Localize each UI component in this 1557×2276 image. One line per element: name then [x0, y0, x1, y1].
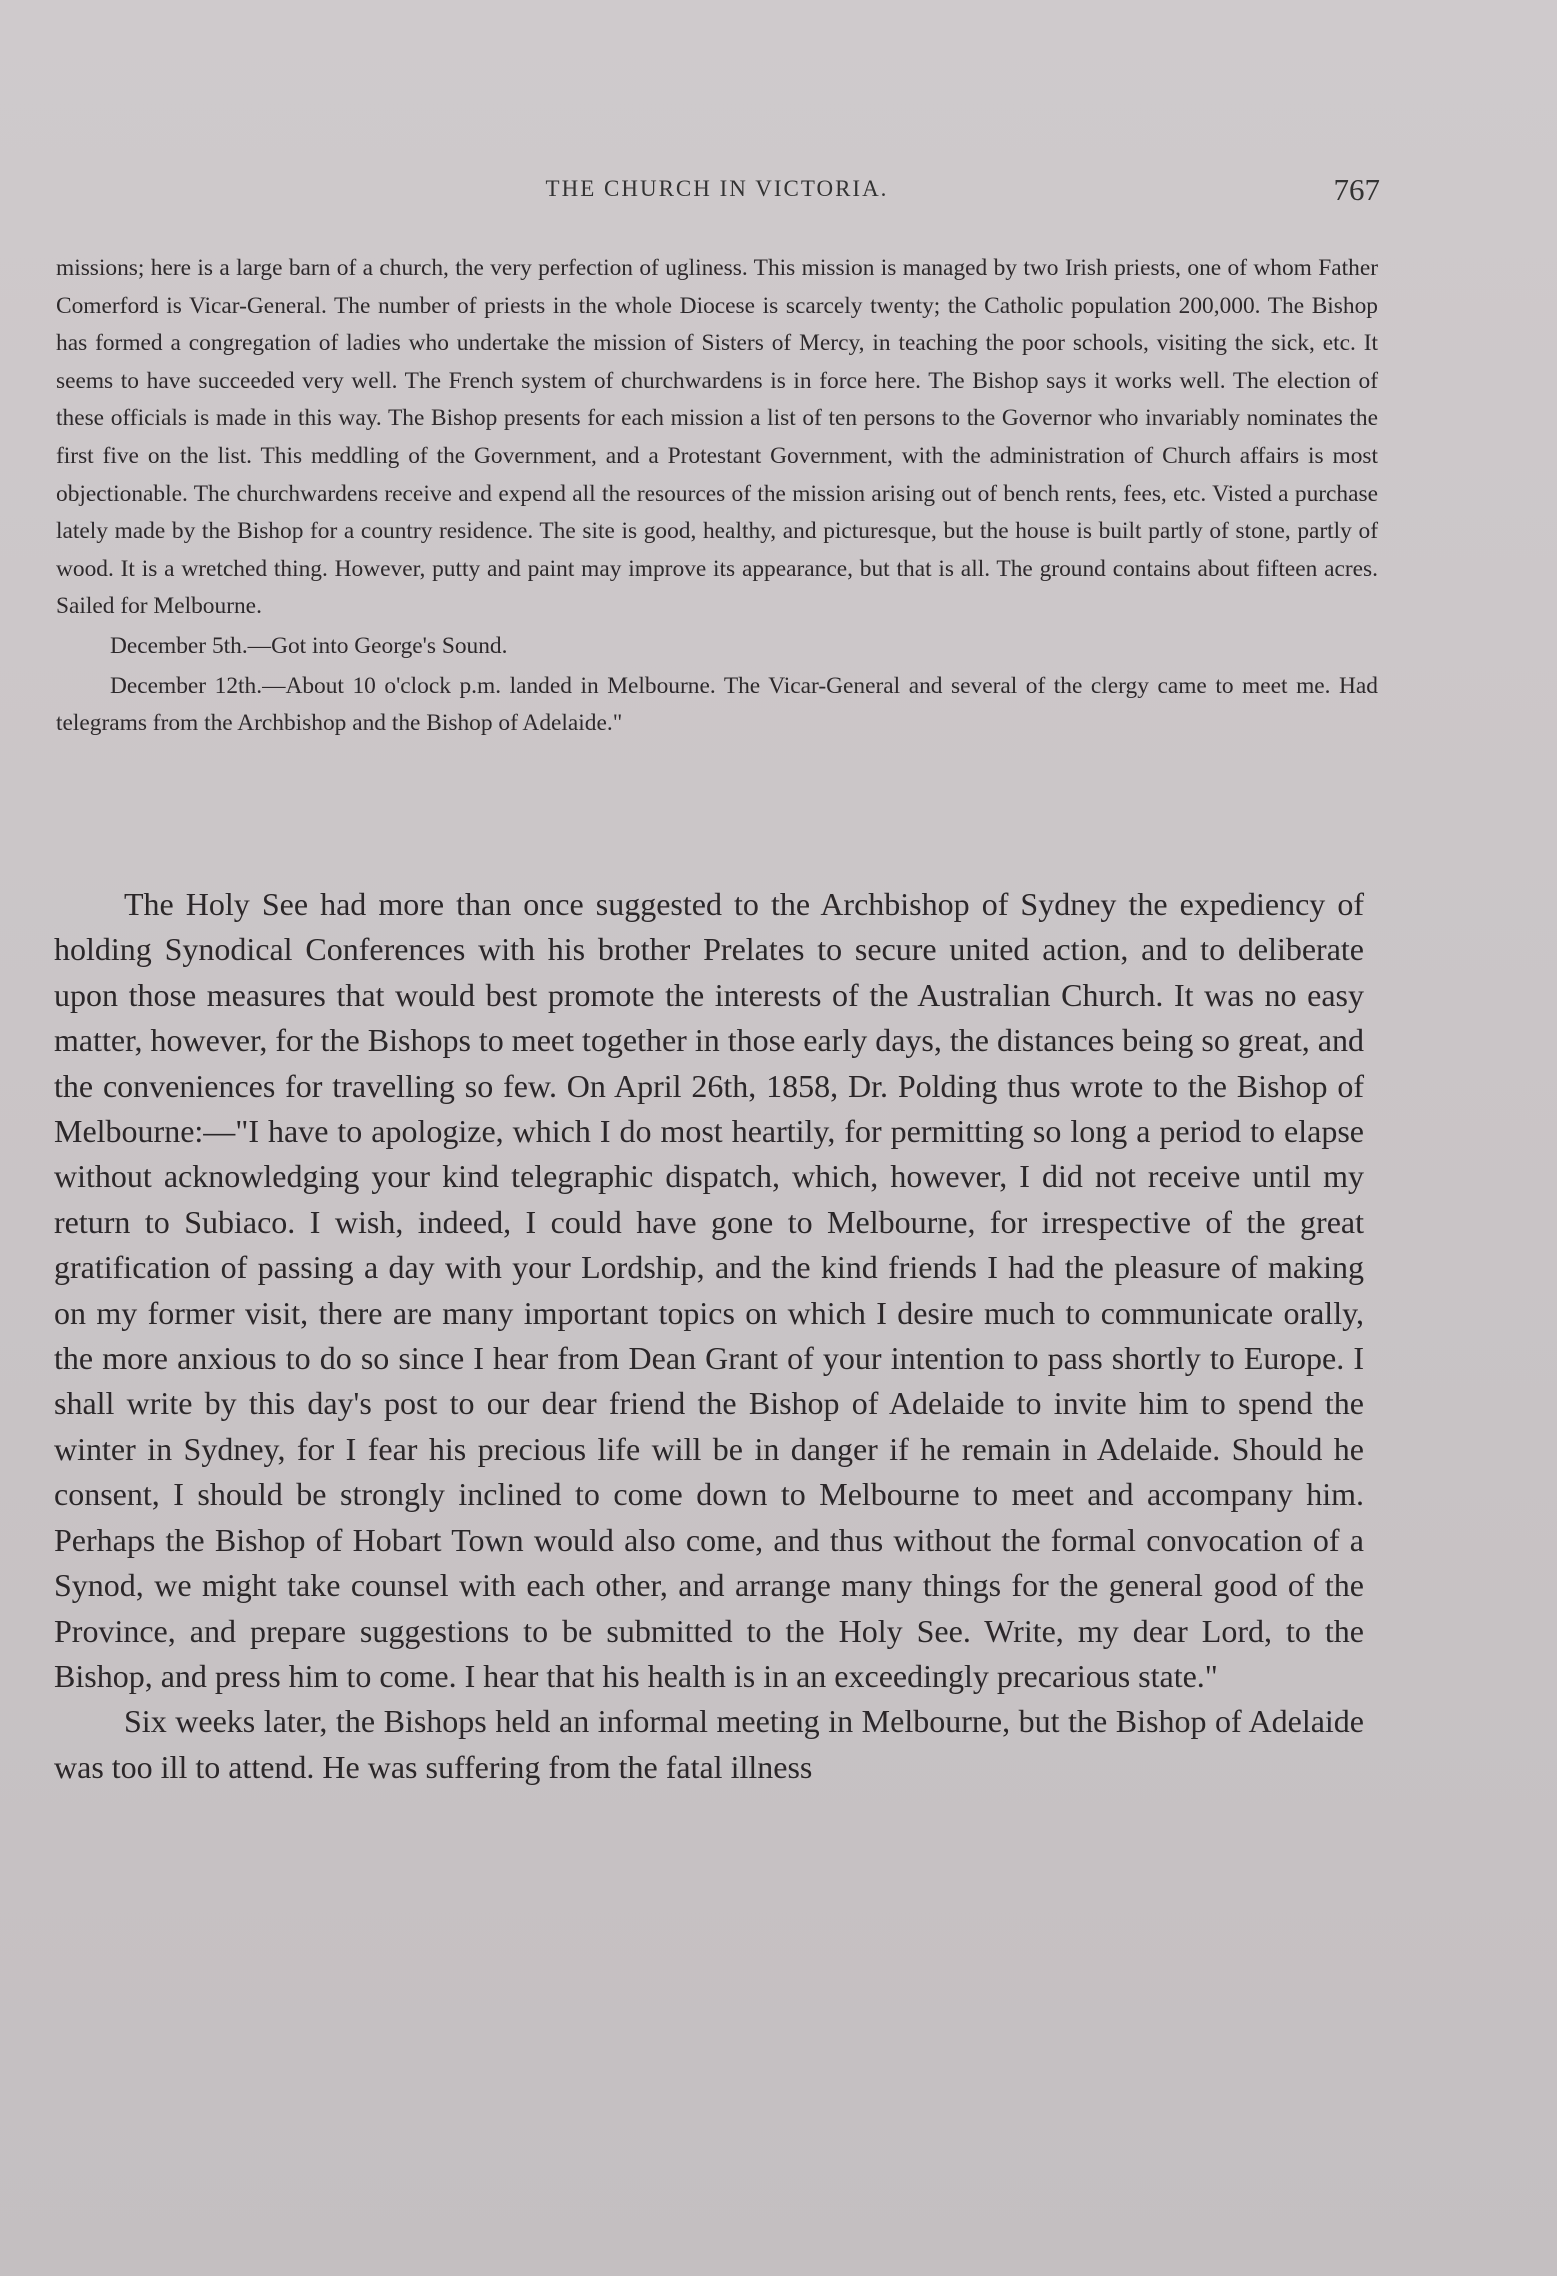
diary-entry-december-12: December 12th.—About 10 o'clock p.m. landed in Melbourne. The Vicar-General and several of the clergy came to meet me. Had telegrams from the Archbishop and the Bishop of Adelaide." [56, 672, 1378, 737]
quote-paragraph: missions; here is a large barn of a church, the very perfection of ugliness. This mission is managed by two Irish priests, one of whom Father Comerford is Vicar-General. The number of priests in the whole Diocese is scarcely twenty; the Catholic population 200,000. The Bishop has formed a congregation of ladies who undertake the mission of Sisters of Mercy, in teaching the poor schools, visiting the sick, etc. It seems to have succeeded very well. The French system of churchwardens is in force here. The Bishop says it works well. The election of these officials is made in this way. The Bishop presents for each mission a list of ten persons to the Governor who invariably nominates the first five on the list. This meddling of the Government, and a Protestant Government, with the administration of Church affairs is most objectionable. The churchwardens receive and expend all the resources of the mission arising out of bench rents, fees, etc. Visted a purchase lately made by the Bishop for a country residence. The site is good, healthy, and picturesque, but the house is built partly of stone, partly of wood. It is a wretched thing. However, putty and paint may improve its appearance, but that is all. The ground contains about fifteen acres. Sailed for Melbourne. [56, 255, 1378, 620]
running-title: THE CHURCH IN VICTORIA. [545, 176, 889, 201]
body-paragraph-1: The Holy See had more than once suggested to the Archbishop of Sydney the expediency of holding Synodical Conferences with his brother Prelates to secure united action, and to deliberate upon those measures that would best promote the interests of the Australian Church. It was no easy matter, however, for the Bishops to meet together in those early days, the distances being so great, and the conveniences for travelling so few. On April 26th, 1858, Dr. Polding thus wrote to the Bishop of Melbourne:—"I have to apologize, which I do most heartily, for permitting so long a period to elapse without acknowledging your kind telegraphic dispatch, which, however, I did not receive until my return to Subiaco. I wish, indeed, I could have gone to Melbourne, for irrespective of the great gratification of passing a day with your Lordship, and the kind friends I had the pleasure of making on my former visit, there are many important topics on which I desire much to communicate orally, the more anxious to do so since I hear from Dean Grant of your intention to pass shortly to Europe. I shall write by this day's post to our dear friend the Bishop of Adelaide to invite him to spend the winter in Sydney, for I fear his precious life will be in danger if he remain in Adelaide. Should he consent, I should be strongly inclined to come down to Melbourne to meet and accompany him. Perhaps the Bishop of Hobart Town would also come, and thus without the formal convocation of a Synod, we might take counsel with each other, and arrange many things for the general good of the Province, and prepare suggestions to be submitted to the Holy See. Write, my dear Lord, to the Bishop, and press him to come. I hear that his health is in an exceedingly precarious state." [54, 886, 1364, 1694]
diary-entry-december-5: December 5th.—Got into George's Sound. [110, 632, 508, 659]
page-number: 767 [1333, 172, 1380, 207]
diary-quotation [56, 250, 1378, 743]
main-text [54, 882, 1364, 1790]
page-header [54, 172, 1380, 216]
body-paragraph-2: Six weeks later, the Bishops held an informal meeting in Melbourne, but the Bishop of Adelaide was too ill to attend. He was suffering from the fatal illness [54, 1703, 1364, 1785]
